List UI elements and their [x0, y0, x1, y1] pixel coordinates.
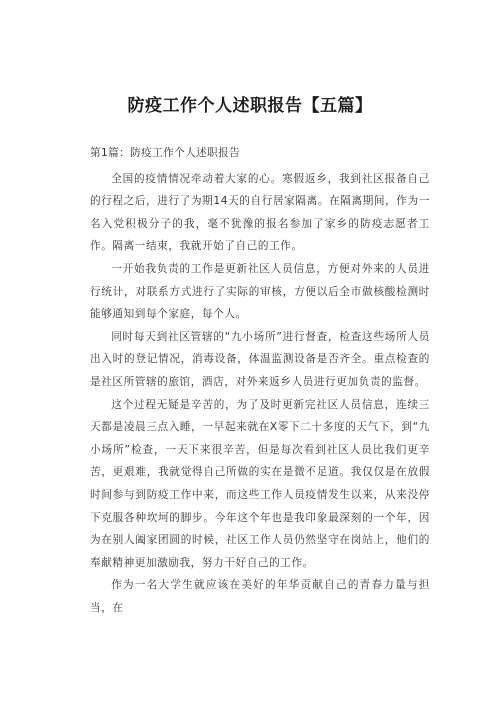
- paragraph: 作为一名大学生就应该在美好的年华贡献自己的青春力量与担当，在: [90, 579, 430, 614]
- section-heading: 第1篇：防疫工作个人述职报告: [90, 147, 241, 159]
- document-body: [90, 142, 430, 619]
- paragraph: 这个过程无疑是辛苦的，为了及时更新完社区人员信息，连续三天都是凌晨三点入睡，一早起来就在X零下二十多度的天气下，到“九小场所”检查，一天下来很辛苦，但是每次看到社区人员比我们更辛苦，更艰难，我就觉得自己所做的实在是微不足道。我仅仅是在放假时间参与到防疫工作中来，而这些工作人员疫情发生以来，从来没停下克服各种坎坷的脚步。今年这个年也是我印象最深刻的一个年，因为在别人阖家团圆的时候，社区工作人员仍然坚守在岗站上，他们的奉献精神更加激励我，努力干好自己的工作。: [90, 398, 430, 569]
- paragraph: 同时每天到社区管辖的“九小场所”进行督查，检查这些场所人员出入时的登记情况，消毒设备，体温监测设备是否齐全。重点检查的是社区所管辖的旅馆，酒店，对外来返乡人员进行更加负责的监督。: [90, 330, 430, 388]
- document-title: 防疫工作个人述职报告【五篇】: [127, 96, 373, 116]
- paragraph: 一开始我负责的工作是更新社区人员信息，方便对外来的人员进行统计，对联系方式进行了实际的审核，方便以后全市做核酸检测时能够通知到每个家庭，每个人。: [90, 262, 430, 321]
- paragraph: 全国的疫情情况牵动着大家的心。寒假返乡，我到社区报备自己的行程之后，进行了为期14天的自行居家隔离。在隔离期间，作为一名入党积极分子的我，毫不犹豫的报名参加了家乡的防疫志愿者工作。隔离一结束，我就开始了自己的工作。: [90, 172, 430, 253]
